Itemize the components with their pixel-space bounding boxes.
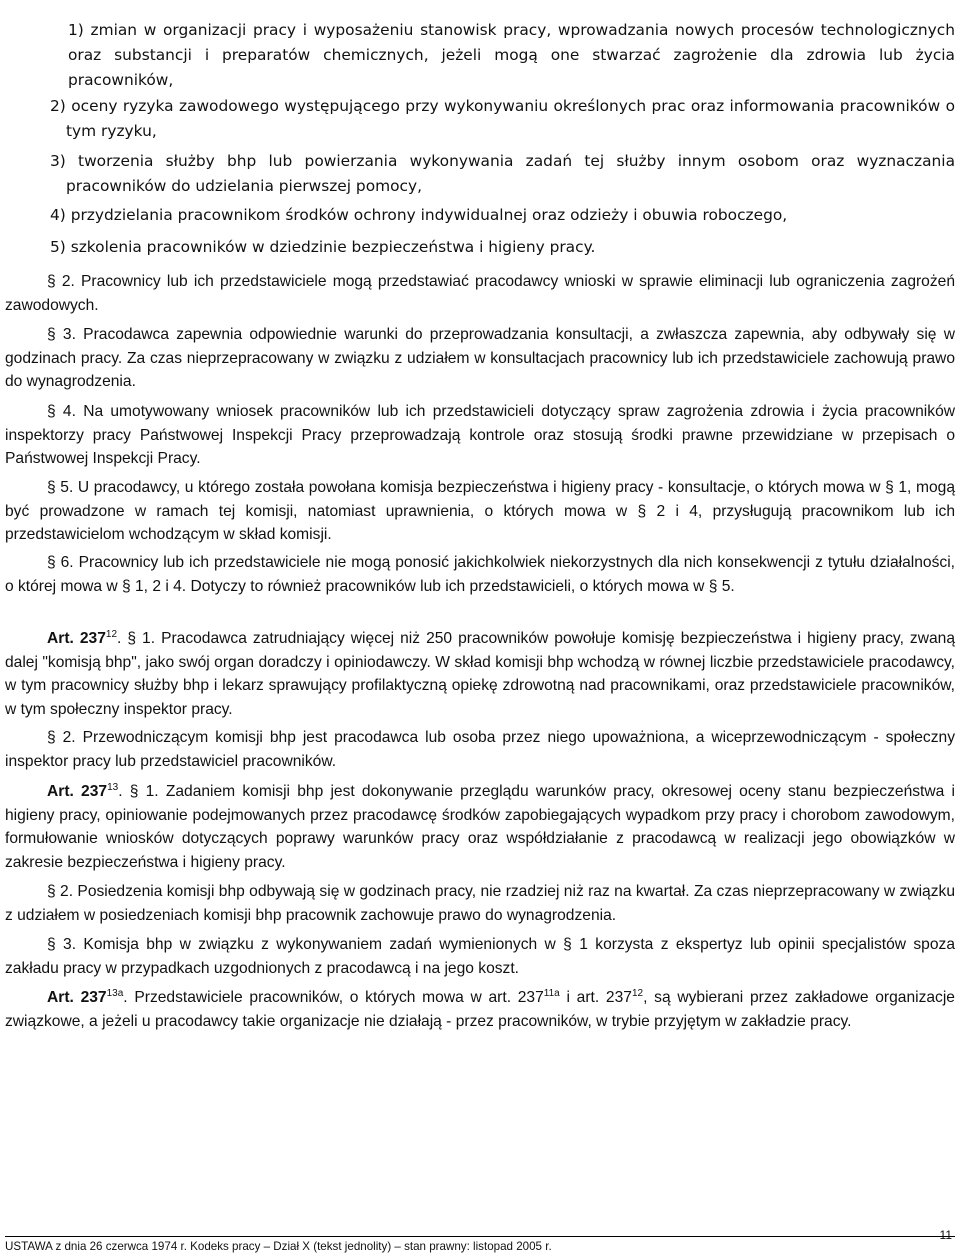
list-item-5 (50, 235, 955, 260)
list-item-text: szkolenia pracowników w dziedzinie bezpieczeństwa i higieny pracy. (70, 238, 596, 256)
article-237-12: Art. $237^{12}$. § 1. Pracodawca zatrudniający więcej niż 250 pracowników powołuje komisję bezpieczeństwa i higieny pracy, zwaną dalej "komisją bhp", jako swój organ doradczy i opiniodawczy. W skład komisji bhp wchodzą w równej liczbie przedstawiciele pracodawcy, w tym pracownicy służby bhp i lekarz sprawujący profilaktyczną opiekę zdrowotną nad pracownikami, oraz przedstawiciele pracowników, w tym społeczny inspektor pracy. (5, 629, 955, 718)
article-237-13: Art. $237^{13}$. § 1. Zadaniem komisji bhp jest dokonywanie przeglądu warunków pracy, okresowej oceny stanu bezpieczeństwa i higieny pracy, opiniowanie podejmowanych przez pracodawcę środków zapobiegających wypadkom przy pracy i chorobom zawodowym, formułowanie wniosków dotyczących poprawy warunków pracy oraz współdziałanie z pracodawcą w realizacji jego obowiązków w zakresie bezpieczeństwa i higieny pracy. (5, 782, 955, 871)
list-item-4 (50, 203, 955, 228)
list-item-text: zmian w organizacji pracy i wyposażeniu stanowisk pracy, wprowadzania nowych procesów technologicznych oraz substancji i preparatów chemicznych, jeżeli mogą one stwarzać zagrożenie dla zdrowia lub życia pracowników, (68, 21, 955, 89)
list-item-number: 5) (50, 238, 66, 256)
page-number: 11 (939, 1228, 952, 1242)
paragraph-s4: § 4. Na umotywowany wniosek pracowników lub ich przedstawicieli dotyczący spraw zagrożenia zdrowia i życia pracowników inspektorzy pracy Państwowej Inspekcji Pracy przeprowadzają kontrole oraz stosują środki prawne przewidziane w przepisach o Państwowej Inspekcji Pracy. (5, 403, 955, 467)
footer-text: USTAWA z dnia 26 czerwca 1974 r. Kodeks pracy – Dział X (tekst jednolity) – stan prawny: listopad 2005 r. (5, 1240, 552, 1253)
list-item-text: oceny ryzyka zawodowego występującego przy wykonywaniu określonych prac oraz informowania pracowników o tym ryzyku, (66, 97, 955, 140)
list-item-2 (50, 94, 955, 144)
list-item-number: 2) (50, 97, 66, 115)
list-item-3 (50, 149, 955, 199)
paragraph-s6: § 6. Pracownicy lub ich przedstawiciele nie mogą ponosić jakichkolwiek niekorzystnych dla nich konsekwencji z tytułu działalności, o której mowa w § 1, 2 i 4. Dotyczy to również pracowników lub ich przedstawicieli, o których mowa w § 5. (5, 554, 955, 595)
list-item-number: 3) (50, 152, 66, 170)
list-item-text: tworzenia służby bhp lub powierzania wykonywania zadań tej służby innym osobom oraz wyznaczania pracowników do udzielania pierwszej pomocy, (66, 152, 955, 195)
article-superscript: 13 (107, 782, 119, 793)
article-237-13-s3: § 3. Komisja bhp w związku z wykonywaniem zadań wymienionych w § 1 korzysta z ekspertyz lub opinii specjalistów spoza zakładu pracy w przypadkach uzgodnionych z pracodawcą i na jego koszt. (5, 936, 955, 977)
list-item-text: przydzielania pracownikom środków ochrony indywidualnej oraz odzieży i obuwia roboczego, (70, 206, 788, 224)
article-superscript: 13a (106, 988, 124, 999)
paragraph-s3: § 3. Pracodawca zapewnia odpowiednie warunki do przeprowadzania konsultacji, a zwłaszcza zapewnia, aby odbywały się w godzinach pracy. Za czas nieprzepracowany w związku z udziałem w konsultacjach pracownicy lub ich przedstawiciele zachowują prawo do wynagrodzenia. (5, 326, 955, 390)
article-237-13-s2: § 2. Posiedzenia komisji bhp odbywają się w godzinach pracy, nie rzadziej niż raz na kwartał. Za czas nieprzepracowany w związku z udziałem w posiedzeniach komisji bhp pracownik zachowuje prawo do wynagrodzenia. (5, 883, 955, 924)
article-superscript: 12 (105, 629, 118, 640)
list-item-number: 1) (68, 21, 84, 39)
list-item-1 (68, 18, 955, 93)
footer-divider (5, 1236, 955, 1237)
paragraph-s5: § 5. U pracodawcy, u którego została powołana komisja bezpieczeństwa i higieny pracy - konsultacje, o których mowa w § 1, mogą być prowadzone w ramach tej komisji, natomiast uprawnienia, o których mowa w § 2 i 4, przysługują pracownikom lub ich przedstawicielom wchodzącym w skład komisji. (5, 479, 955, 543)
article-237-13a: Art. $237^{13a}$. Przedstawiciele pracowników, o których mowa w art. $237^{11a}$ i art. $237^{12}$, są wybierani przez zakładowe organizacje związkowe, a jeżeli u pracodawcy takie organizacje nie działają - przez pracowników, w trybie przyjętym w zakładzie pracy. (5, 988, 955, 1030)
article-label: Art. 237 (47, 783, 108, 800)
article-label: Art. 237 (47, 630, 106, 647)
article-237-12-s2: § 2. Przewodniczącym komisji bhp jest pracodawca lub osoba przez niego upoważniona, a wiceprzewodniczącym - społeczny inspektor pracy lub przedstawiciel pracowników. (5, 729, 955, 770)
paragraph-s2: § 2. Pracownicy lub ich przedstawiciele mogą przedstawiać pracodawcy wnioski w sprawie eliminacji lub ograniczenia zagrożeń zawodowych. (5, 273, 955, 314)
list-item-number: 4) (50, 206, 66, 224)
article-label: Art. 237 (47, 989, 107, 1006)
